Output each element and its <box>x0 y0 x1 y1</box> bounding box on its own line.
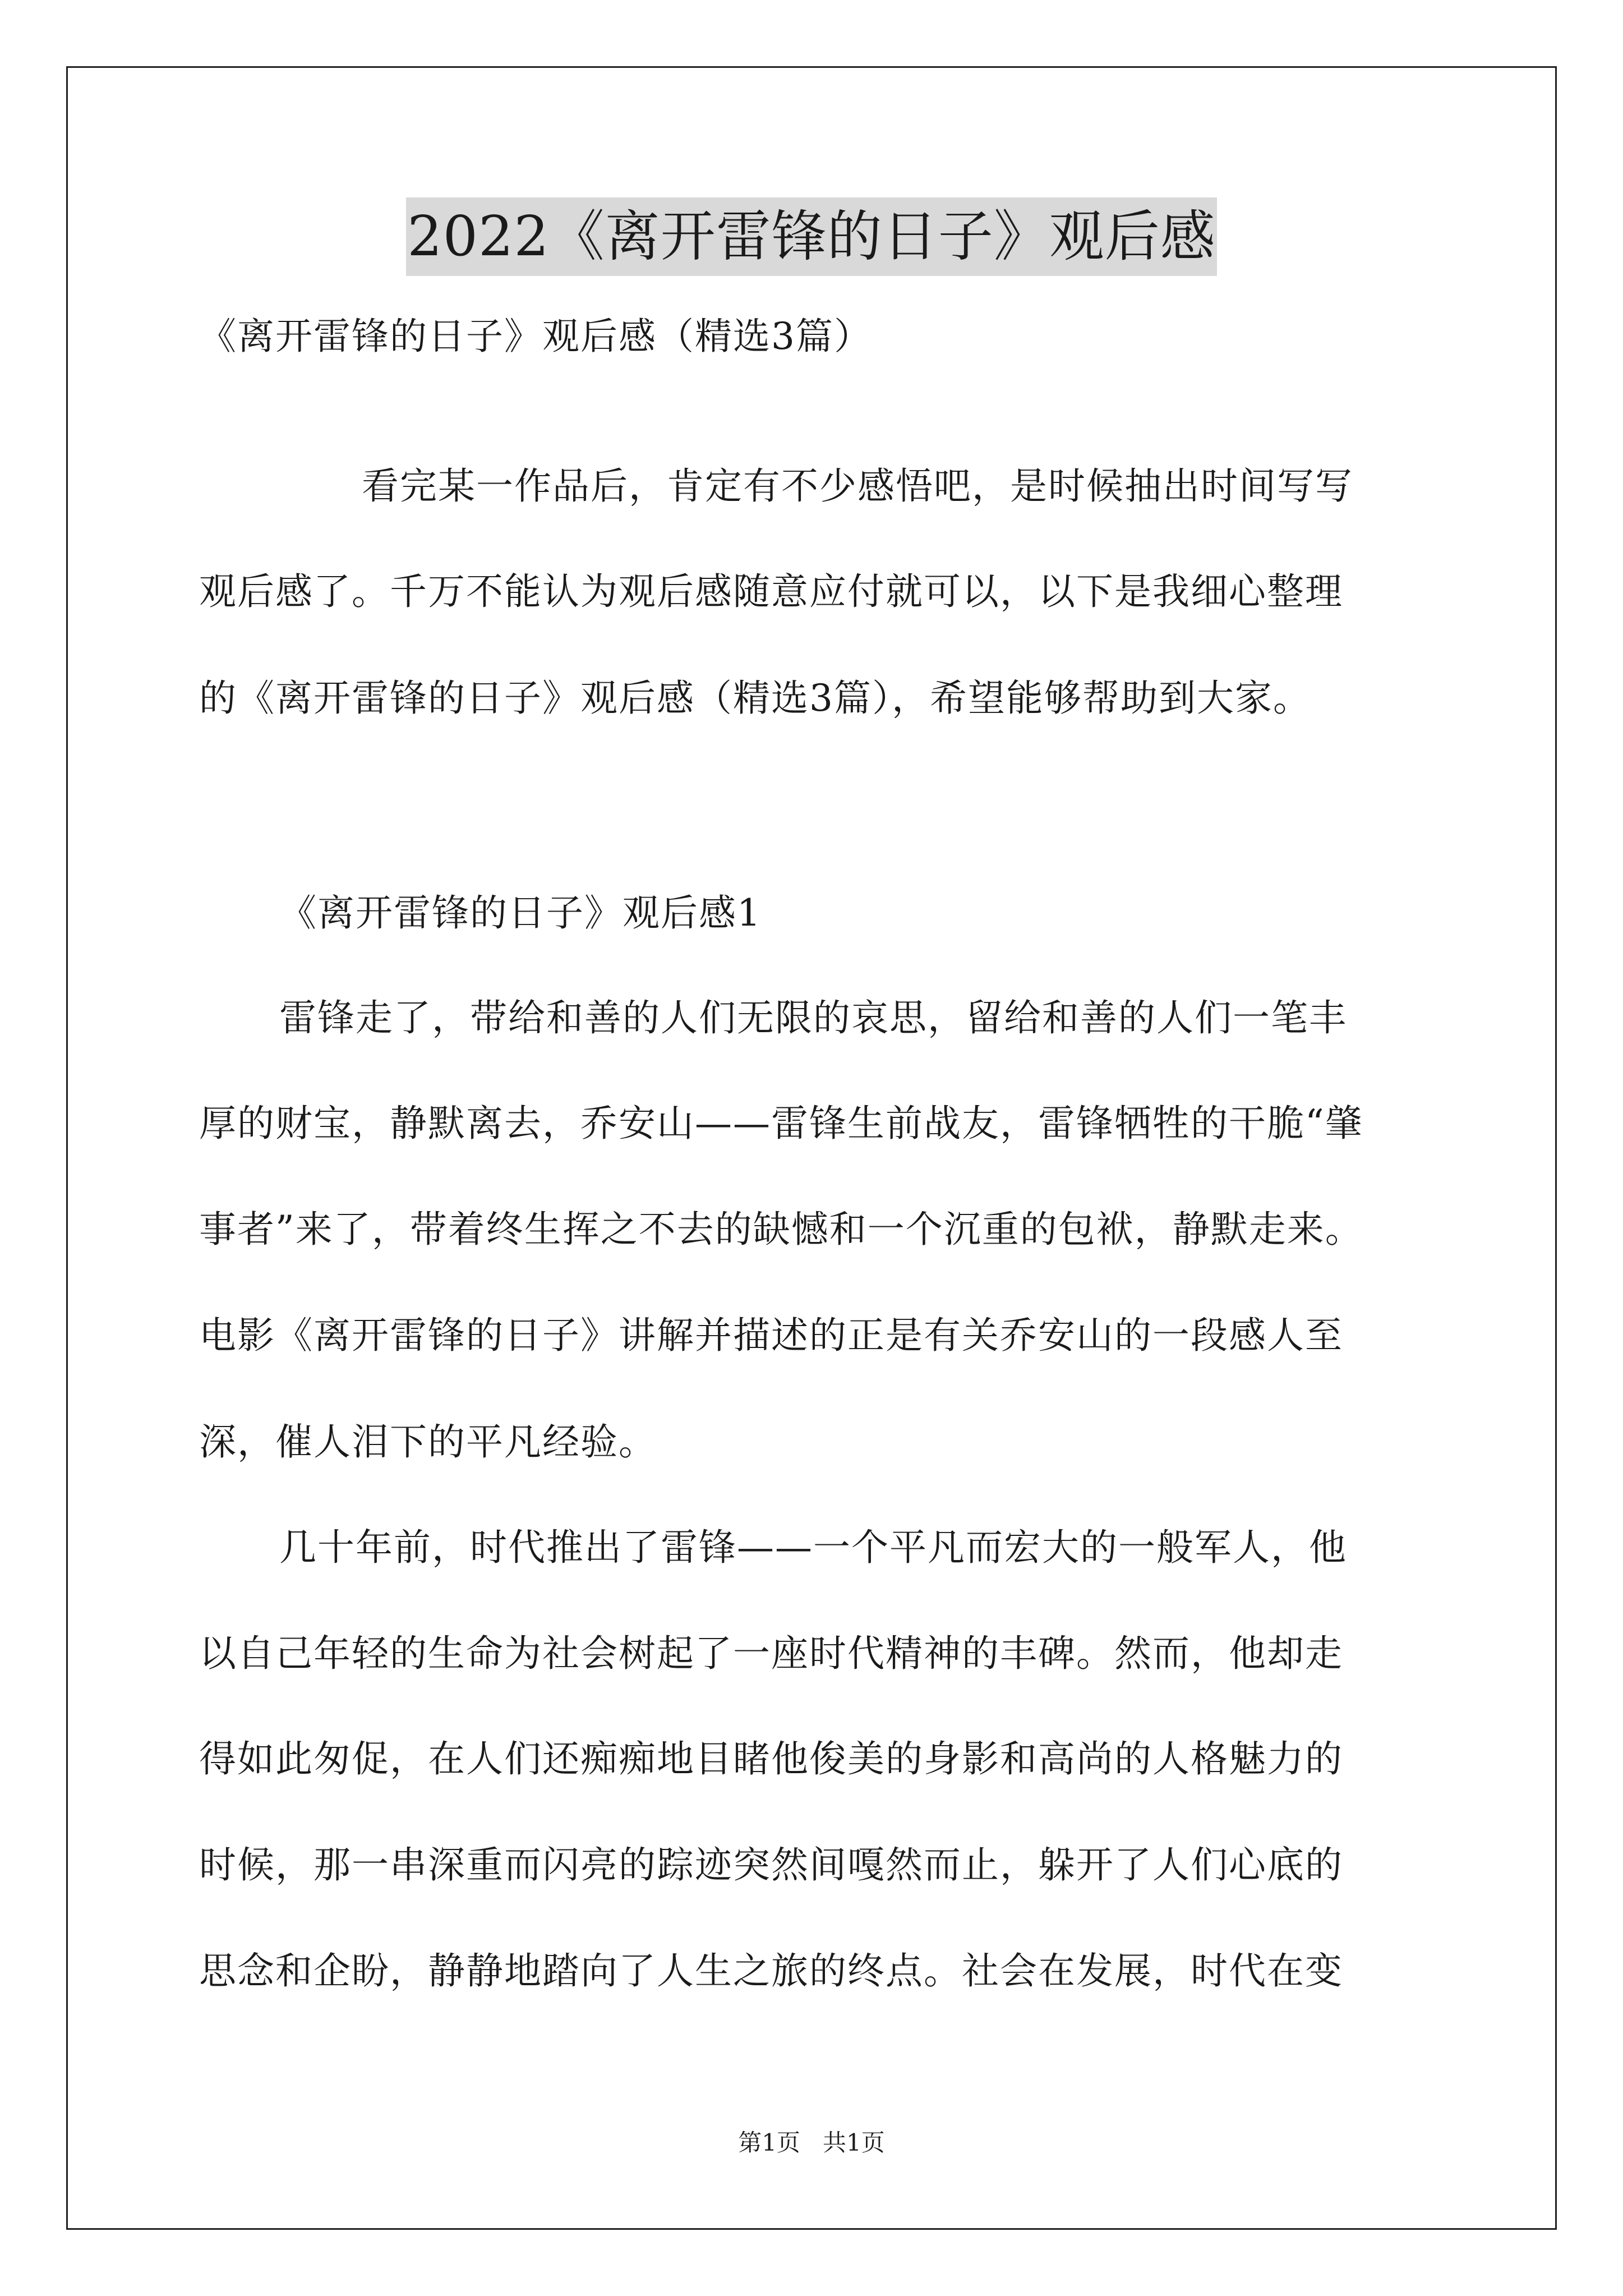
para2-line-2: 以自己年轻的生命为社会树起了一座时代精神的丰碑。然而，他却走 <box>199 1632 1343 1675</box>
intro-line-2: 观后感了。千万不能认为观后感随意应付就可以，以下是我细心整理 <box>199 570 1343 613</box>
intro-line-1: 看完某一作品后，肯定有不少感悟吧，是时候抽出时间写写 <box>362 464 1353 508</box>
intro-line-3: 的《离开雷锋的日子》观后感（精选3篇），希望能够帮助到大家。 <box>199 677 1311 720</box>
para2-line-4: 时候，那一串深重而闪亮的踪迹突然间嘎然而止，躲开了人们心底的 <box>199 1843 1343 1887</box>
para1-line-2: 厚的财宝，静默离去，乔安山——雷锋生前战友，雷锋牺牲的干脆“肇 <box>199 1102 1363 1145</box>
para2-line-3: 得如此匆促，在人们还痴痴地目睹他俊美的身影和高尚的人格魅力的 <box>199 1737 1343 1780</box>
section-heading: 《离开雷锋的日子》观后感1 <box>279 891 762 935</box>
document-subtitle: 《离开雷锋的日子》观后感（精选3篇） <box>199 315 872 358</box>
para1-line-4: 电影《离开雷锋的日子》讲解并描述的正是有关乔安山的一段感人至 <box>199 1314 1343 1357</box>
title-container <box>0 197 1623 276</box>
para1-line-5: 深，催人泪下的平凡经验。 <box>199 1420 657 1464</box>
para2-line-1: 几十年前，时代推出了雷锋——一个平凡而宏大的一般军人，他 <box>279 1526 1347 1569</box>
document-title: 2022《离开雷锋的日子》观后感 <box>406 197 1216 276</box>
para2-line-5: 思念和企盼，静静地踏向了人生之旅的终点。社会在发展，时代在变 <box>199 1949 1343 1993</box>
para1-line-1: 雷锋走了，带给和善的人们无限的哀思，留给和善的人们一笔丰 <box>279 996 1347 1039</box>
para1-line-3: 事者”来了，带着终生挥之不去的缺憾和一个沉重的包袱，静默走来。 <box>199 1208 1363 1251</box>
page-number: 第1页 共1页 <box>738 2129 885 2156</box>
